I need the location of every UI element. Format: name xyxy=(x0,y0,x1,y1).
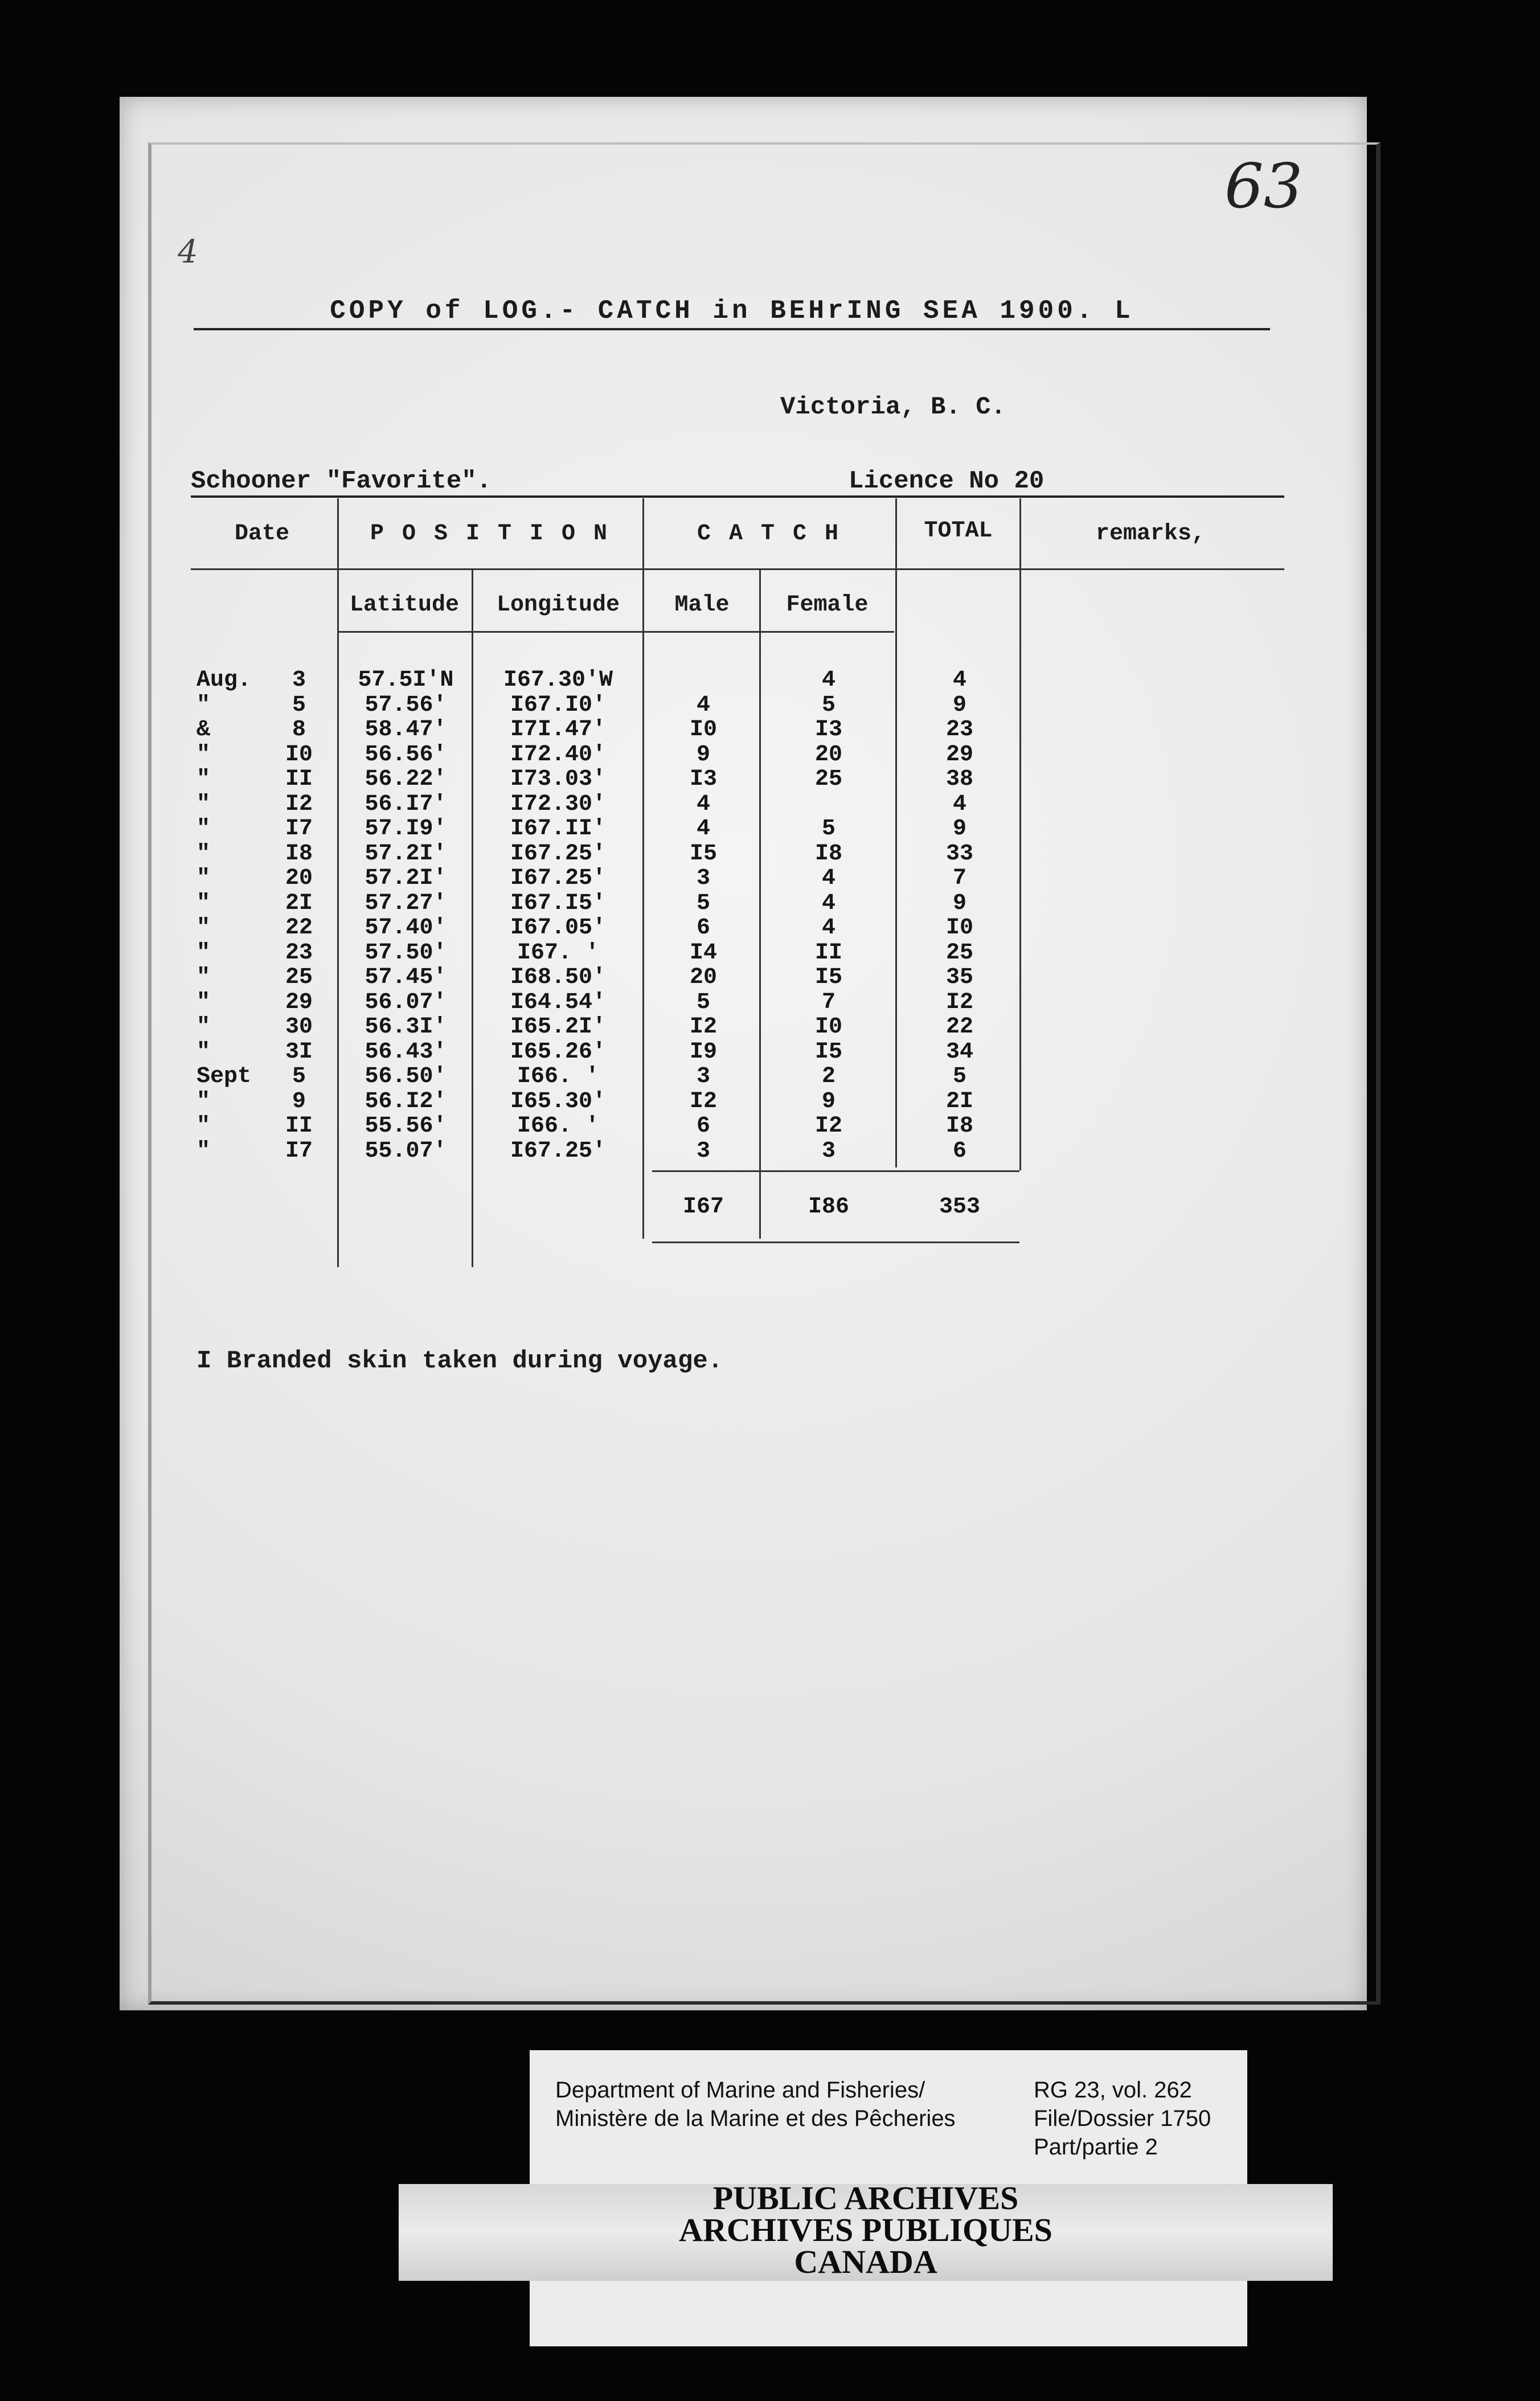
row-total: 33 xyxy=(945,841,973,867)
table-top-rule xyxy=(191,495,1284,498)
row-female: 25 xyxy=(814,767,842,792)
row-male: I3 xyxy=(689,767,717,792)
row-lat: 57.2I' xyxy=(364,866,447,891)
row-lon: I67.I0' xyxy=(510,692,607,718)
licence-number: Licence No 20 xyxy=(849,467,1065,497)
row-lon: I67.05' xyxy=(510,915,607,941)
row-female: I2 xyxy=(814,1113,842,1139)
archive-line: ARCHIVES PUBLIQUES xyxy=(679,2211,1052,2248)
column-rule xyxy=(337,498,339,1267)
row-month: " xyxy=(196,1113,211,1139)
archive-line: PUBLIC ARCHIVES xyxy=(712,2179,1019,2216)
row-total: 2I xyxy=(945,1088,973,1115)
row-lon: I73.03' xyxy=(510,767,607,792)
row-day: 23 xyxy=(285,940,313,966)
department-line: Ministère de la Marine et des Pêcheries xyxy=(555,2106,956,2131)
row-lon: I67.30'W xyxy=(503,667,613,693)
row-total: 4 xyxy=(952,791,966,817)
row-total: 38 xyxy=(945,767,973,792)
row-lat: 56.07' xyxy=(364,989,447,1015)
column-rule xyxy=(759,569,761,1239)
row-lon: I64.54' xyxy=(510,989,607,1015)
department-name xyxy=(555,2076,956,2133)
row-month: Sept xyxy=(196,1064,252,1089)
row-month: " xyxy=(196,1039,211,1065)
row-total: 29 xyxy=(945,741,973,768)
row-lon: I67.25' xyxy=(510,1138,607,1164)
row-male: I2 xyxy=(689,1014,717,1040)
row-total: 23 xyxy=(945,717,973,743)
row-lat: 56.22' xyxy=(364,767,447,792)
department-line: Department of Marine and Fisheries/ xyxy=(555,2078,925,2103)
row-male: I4 xyxy=(689,940,717,966)
row-lon: I72.40' xyxy=(510,741,607,768)
row-male: I9 xyxy=(689,1039,717,1065)
row-day: I7 xyxy=(285,1138,313,1164)
total-all: 353 xyxy=(939,1194,980,1220)
row-month: " xyxy=(196,1014,211,1040)
page-number: 63 xyxy=(1224,151,1303,222)
row-lat: 57.40' xyxy=(364,915,447,941)
row-day: II xyxy=(285,1113,313,1139)
row-month: & xyxy=(196,717,211,743)
row-day: 2I xyxy=(285,890,313,916)
place-line: Victoria, B. C. xyxy=(780,393,1006,421)
row-month: " xyxy=(196,767,211,792)
row-lat: 56.50' xyxy=(364,1064,447,1089)
total-female: I86 xyxy=(808,1194,849,1220)
row-day: 30 xyxy=(285,1014,313,1040)
total-male: I67 xyxy=(682,1194,724,1220)
row-lon: I65.26' xyxy=(510,1039,607,1065)
row-total: 7 xyxy=(952,866,966,891)
row-total: 35 xyxy=(945,965,973,990)
row-lat: 55.56' xyxy=(364,1113,447,1139)
row-total: I2 xyxy=(945,989,973,1015)
row-total: 9 xyxy=(952,816,966,842)
row-month: " xyxy=(196,692,211,718)
row-lon: I68.50' xyxy=(510,965,607,990)
row-male: I5 xyxy=(689,841,717,867)
row-lon: I72.30' xyxy=(510,791,607,817)
row-month: " xyxy=(196,866,211,891)
header-male: Male xyxy=(674,592,730,618)
row-day: 3I xyxy=(285,1039,313,1065)
row-lon: I66. ' xyxy=(517,1064,600,1089)
archive-stamp xyxy=(399,2179,1333,2280)
row-female: I3 xyxy=(814,717,842,743)
row-male: I0 xyxy=(689,717,717,743)
header-latitude: Latitude xyxy=(349,592,460,618)
header-longitude: Longitude xyxy=(496,592,620,618)
archive-line: CANADA xyxy=(794,2243,937,2280)
row-female: I5 xyxy=(814,965,842,990)
row-male: 6 xyxy=(696,915,710,941)
vessel-name: Schooner "Favorite". xyxy=(191,467,510,497)
row-male: 4 xyxy=(696,816,710,842)
row-total: 5 xyxy=(952,1064,966,1089)
row-lon: I67.25' xyxy=(510,841,607,867)
row-lon: I65.2I' xyxy=(510,1014,607,1040)
row-total: I8 xyxy=(945,1113,973,1139)
row-lat: 56.43' xyxy=(364,1039,447,1065)
row-lon: I67.I5' xyxy=(510,890,607,916)
totals-rule xyxy=(652,1170,1019,1172)
row-lat: 58.47' xyxy=(364,717,447,743)
row-lon: I67.25' xyxy=(510,866,607,891)
reference-line: File/Dossier 1750 xyxy=(1034,2106,1211,2131)
row-month: " xyxy=(196,1088,211,1115)
reference-line: RG 23, vol. 262 xyxy=(1034,2078,1192,2103)
header-divider xyxy=(191,568,1284,570)
row-day: II xyxy=(285,767,313,792)
row-lat: 57.I9' xyxy=(364,816,447,842)
header-total: TOTAL xyxy=(924,518,993,544)
row-female: 2 xyxy=(821,1064,835,1089)
row-lat: 56.I2' xyxy=(364,1088,447,1115)
row-female: 9 xyxy=(821,1088,835,1115)
row-day: I7 xyxy=(285,816,313,842)
row-total: 9 xyxy=(952,692,966,718)
row-day: 25 xyxy=(285,965,313,990)
row-male: 20 xyxy=(689,965,717,990)
row-lon: I65.30' xyxy=(510,1088,607,1115)
row-male: 6 xyxy=(696,1113,710,1139)
header-date: Date xyxy=(234,521,289,547)
column-rule xyxy=(472,569,473,1267)
row-female: 4 xyxy=(821,890,835,916)
column-rule xyxy=(642,498,644,1239)
document-heading: COPY of LOG.- CATCH in BEHrING SEA 1900. L xyxy=(194,296,1270,330)
row-male: 3 xyxy=(696,1138,710,1164)
row-female: 5 xyxy=(821,692,835,718)
row-lat: 57.2I' xyxy=(364,841,447,867)
row-lat: 57.27' xyxy=(364,890,447,916)
column-rule xyxy=(1019,498,1021,1170)
row-month: " xyxy=(196,741,211,768)
row-month: " xyxy=(196,791,211,817)
row-day: 5 xyxy=(292,1064,306,1089)
row-lat: 56.56' xyxy=(364,741,447,768)
row-day: 5 xyxy=(292,692,306,718)
row-month: " xyxy=(196,841,211,867)
row-total: 25 xyxy=(945,940,973,966)
row-female: 4 xyxy=(821,915,835,941)
row-month: " xyxy=(196,940,211,966)
row-female: II xyxy=(814,940,842,966)
row-month: " xyxy=(196,816,211,842)
row-day: 22 xyxy=(285,915,313,941)
row-total: 22 xyxy=(945,1014,973,1040)
row-lat: 56.I7' xyxy=(364,791,447,817)
row-day: 9 xyxy=(292,1088,306,1115)
margin-mark: 4 xyxy=(178,233,198,271)
row-male: 3 xyxy=(696,866,710,891)
row-female: 3 xyxy=(821,1138,835,1164)
row-female: I8 xyxy=(814,841,842,867)
header-catch: C A T C H xyxy=(697,521,841,547)
reference-line: Part/partie 2 xyxy=(1034,2134,1158,2160)
row-day: I0 xyxy=(285,741,313,768)
row-female: 5 xyxy=(821,816,835,842)
row-male: 3 xyxy=(696,1064,710,1089)
header-remarks: remarks, xyxy=(1095,521,1206,547)
column-rule xyxy=(895,498,897,1167)
row-lon: I7I.47' xyxy=(510,717,607,743)
row-month: Aug. xyxy=(196,667,252,693)
footnote: I Branded skin taken during voyage. xyxy=(196,1347,723,1375)
row-lon: I66. ' xyxy=(517,1113,600,1139)
row-day: 20 xyxy=(285,866,313,891)
row-lon: I67.II' xyxy=(510,816,607,842)
row-male: 4 xyxy=(696,692,710,718)
row-lat: 57.56' xyxy=(364,692,447,718)
row-lon: I67. ' xyxy=(517,940,600,966)
row-month: " xyxy=(196,989,211,1015)
header-position: P O S I T I O N xyxy=(370,521,610,547)
row-day: I2 xyxy=(285,791,313,817)
row-month: " xyxy=(196,890,211,916)
row-female: 4 xyxy=(821,667,835,693)
row-lat: 55.07' xyxy=(364,1138,447,1164)
archive-reference xyxy=(1034,2076,1211,2161)
row-total: 6 xyxy=(952,1138,966,1164)
row-female: I0 xyxy=(814,1014,842,1040)
row-day: 8 xyxy=(292,717,306,743)
subheader-divider xyxy=(339,631,894,633)
row-lat: 56.3I' xyxy=(364,1014,447,1040)
row-male: 9 xyxy=(696,741,710,768)
row-female: 20 xyxy=(814,741,842,768)
totals-bottom-rule xyxy=(652,1242,1019,1243)
row-lat: 57.45' xyxy=(364,965,447,990)
row-female: 7 xyxy=(821,989,835,1015)
row-day: I8 xyxy=(285,841,313,867)
row-month: " xyxy=(196,965,211,990)
row-total: 4 xyxy=(952,667,966,693)
row-male: 5 xyxy=(696,989,710,1015)
row-day: 29 xyxy=(285,989,313,1015)
row-total: I0 xyxy=(945,915,973,941)
row-male: 5 xyxy=(696,890,710,916)
row-month: " xyxy=(196,915,211,941)
row-female: 4 xyxy=(821,866,835,891)
row-lat: 57.50' xyxy=(364,940,447,966)
row-lat: 57.5I'N xyxy=(358,667,454,693)
row-male: I2 xyxy=(689,1088,717,1115)
row-female: I5 xyxy=(814,1039,842,1065)
row-day: 3 xyxy=(292,667,306,693)
row-month: " xyxy=(196,1138,211,1164)
row-total: 34 xyxy=(945,1039,973,1065)
header-female: Female xyxy=(786,592,869,618)
row-total: 9 xyxy=(952,890,966,916)
row-male: 4 xyxy=(696,791,710,817)
